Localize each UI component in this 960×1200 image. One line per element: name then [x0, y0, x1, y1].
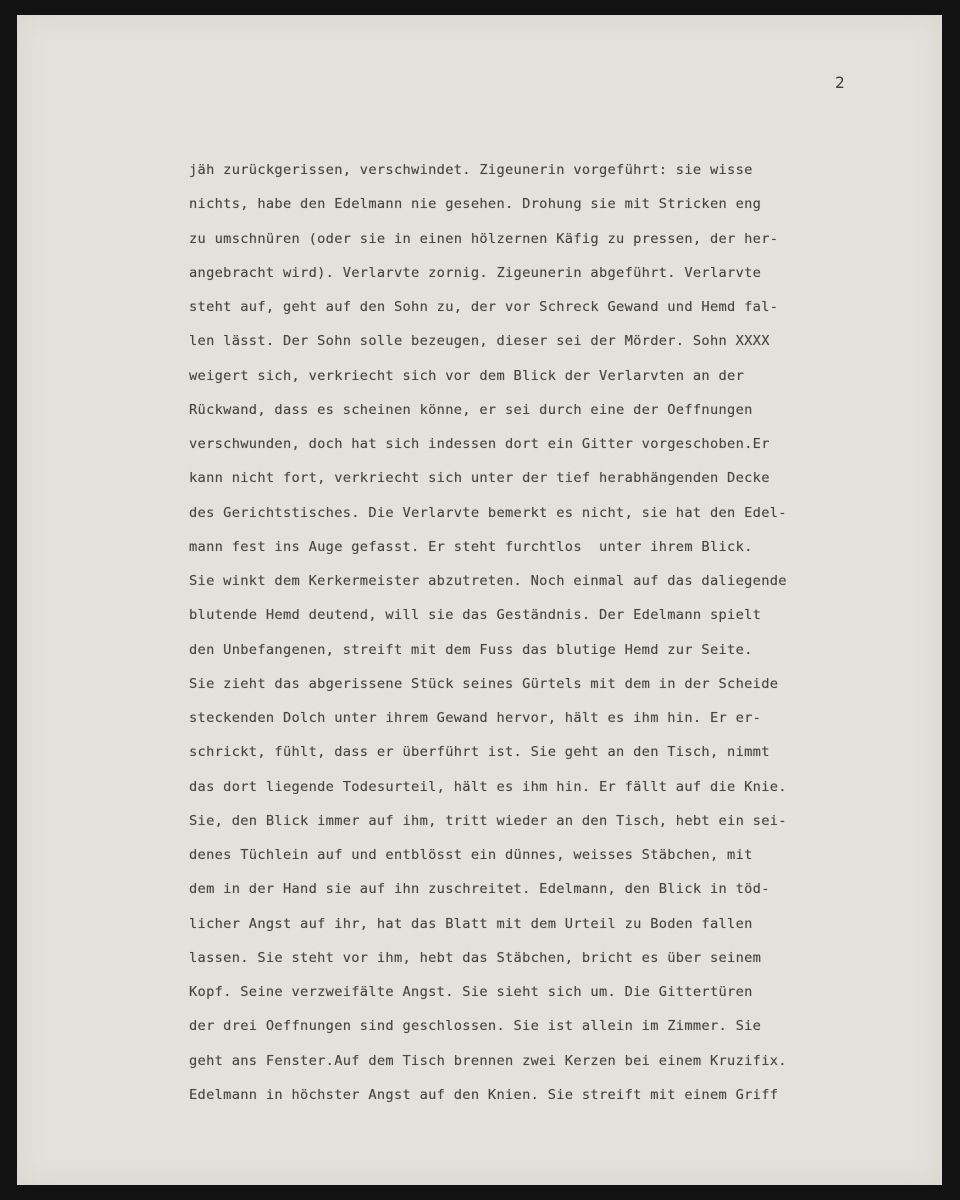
text-line: denes Tüchlein auf und entblösst ein dünnes, weisses Stäbchen, mit: [189, 847, 753, 863]
text-line: blutende Hemd deutend, will sie das Geständnis. Der Edelmann spielt: [189, 607, 762, 624]
text-line: schrickt, fühlt, dass er überführt ist. Sie geht an den Tisch, nimmt: [189, 744, 770, 761]
text-line: angebracht wird). Verlarvte zornig. Zigeunerin abgeführt. Verlarvte: [189, 264, 762, 281]
text-line: nichts, habe den Edelmann nie gesehen. Drohung sie mit Stricken eng: [189, 196, 762, 213]
text-line: dem in der Hand sie auf ihn zuschreitet. Edelmann, den Blick in töd-: [189, 881, 770, 898]
text-line: das dort liegende Todesurteil, hält es ihm hin. Er fällt auf die Knie.: [189, 778, 787, 795]
text-line: geht ans Fenster.Auf dem Tisch brennen zwei Kerzen bei einem Kruzifix.: [189, 1052, 787, 1069]
text-line: jäh zurückgerissen, verschwindet. Zigeunerin vorgeführt: sie wisse: [189, 162, 753, 178]
text-line: mann fest ins Auge gefasst. Er steht furchtlos unter ihrem Blick.: [189, 538, 753, 555]
page-number: 2: [835, 73, 845, 92]
text-line: Edelmann in höchster Angst auf den Knien. Sie streift mit einem Griff: [189, 1086, 779, 1103]
text-line: Sie, den Blick immer auf ihm, tritt wieder an den Tisch, hebt ein sei-: [189, 812, 787, 829]
text-line: len lässt. Der Sohn solle bezeugen, dieser sei der Mörder. Sohn XXXX: [189, 333, 770, 350]
text-line: steckenden Dolch unter ihrem Gewand hervor, hält es ihm hin. Er er-: [189, 710, 762, 726]
text-line: Sie zieht das abgerissene Stück seines Gürtels mit dem in der Scheide: [189, 675, 779, 692]
text-line: Rückwand, dass es scheinen könne, er sei durch eine der Oeffnungen: [189, 401, 753, 418]
text-line: Kopf. Seine verzweifälte Angst. Sie sieht sich um. Die Gittertüren: [189, 984, 753, 1000]
text-line: der drei Oeffnungen sind geschlossen. Sie ist allein im Zimmer. Sie: [189, 1018, 762, 1035]
text-line: weigert sich, verkriecht sich vor dem Blick der Verlarvten an der: [189, 367, 745, 384]
text-line: licher Angst auf ihr, hat das Blatt mit dem Urteil zu Boden fallen: [189, 915, 753, 932]
text-line: den Unbefangenen, streift mit dem Fuss das blutige Hemd zur Seite.: [189, 641, 753, 658]
typescript-page: [17, 15, 942, 1185]
text-line: steht auf, geht auf den Sohn zu, der vor Schreck Gewand und Hemd fal-: [189, 299, 779, 315]
body-text: [189, 157, 909, 1116]
text-line: verschwunden, doch hat sich indessen dort ein Gitter vorgeschoben.Er: [189, 436, 770, 452]
text-line: kann nicht fort, verkriecht sich unter der tief herabhängenden Decke: [189, 470, 770, 487]
text-line: lassen. Sie steht vor ihm, hebt das Stäbchen, bricht es über seinem: [189, 949, 762, 966]
text-line: zu umschnüren (oder sie in einen hölzernen Käfig zu pressen, der her-: [189, 230, 779, 247]
text-line: Sie winkt dem Kerkermeister abzutreten. Noch einmal auf das daliegende: [189, 573, 787, 589]
text-line: des Gerichtstisches. Die Verlarvte bemerkt es nicht, sie hat den Edel-: [189, 504, 787, 521]
